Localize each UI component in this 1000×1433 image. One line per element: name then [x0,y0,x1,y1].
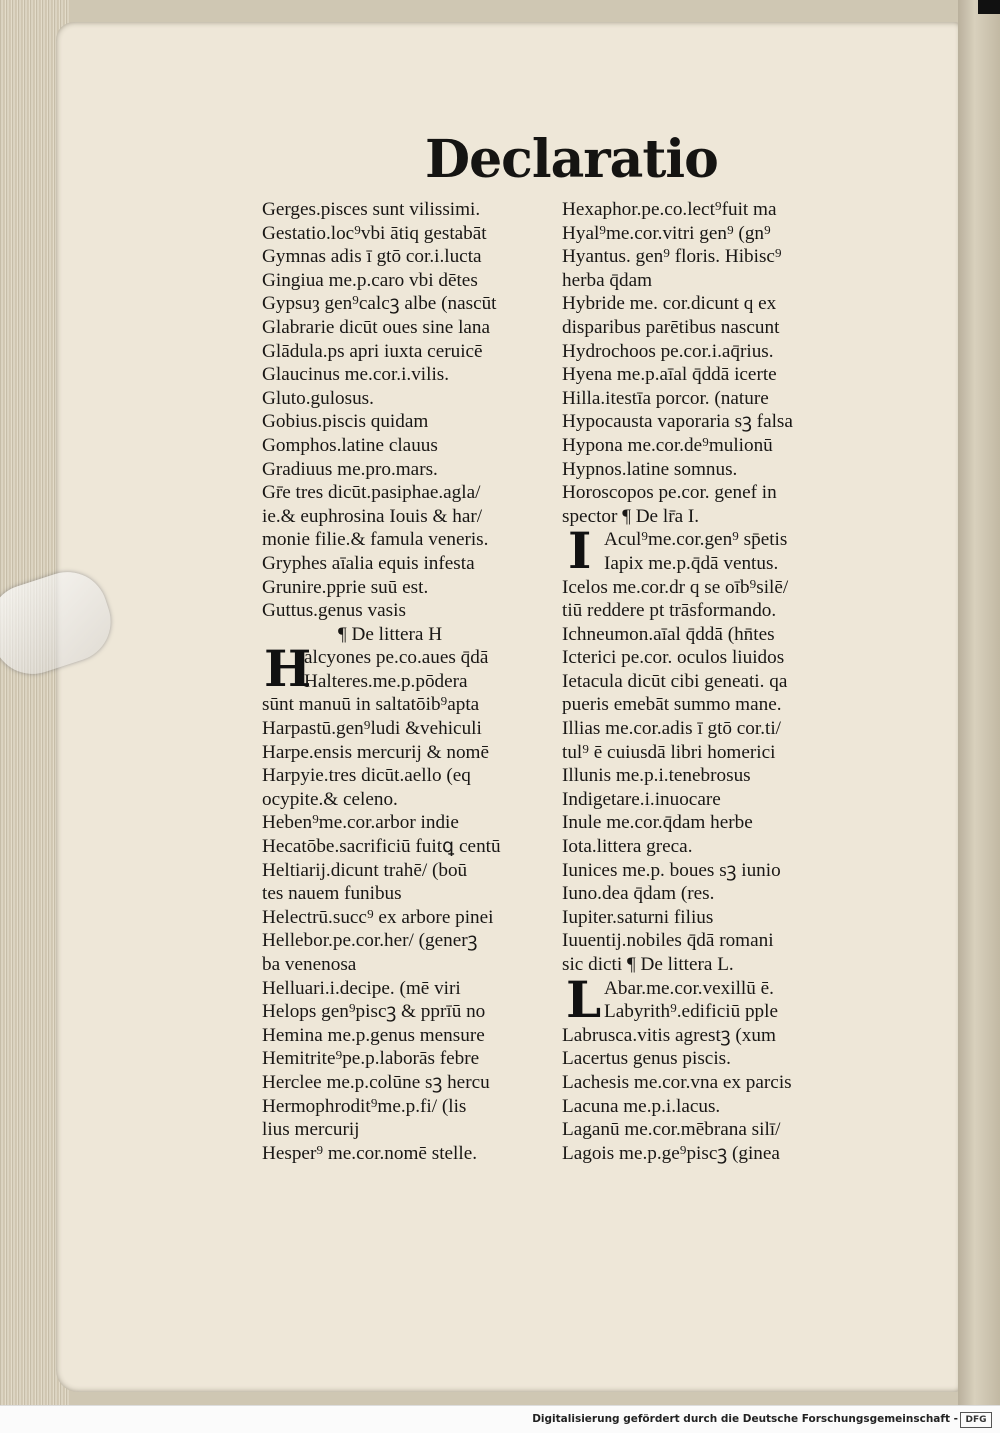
text-line: Gluto.gulosus. [262,387,374,409]
text-line: Glaucinus me.cor.i.vilis. [262,364,450,386]
text-line: Gymnas adis ī gtō cor.i.lucta [262,246,482,268]
text-line: spector ¶ De lr̄a I. [562,505,700,527]
left-column [262,198,552,1165]
initial-h: H [264,639,312,699]
right-lines-c [562,576,862,977]
dfg-logo: DFG [960,1412,992,1428]
text-line: Abar.me.cor.vexillū ē. [604,977,774,999]
text-line: Heltiarij.dicunt trahē/ (boū [262,859,468,881]
text-line: Gradiuus me.pro.mars. [262,458,438,480]
initial-l: L [566,969,602,1029]
text-line: Helluari.i.decipe. (mē viri [262,977,461,999]
text-line: Harpyie.tres dicūt.aello (eq [262,765,471,787]
text-line: Hecatōbe.sacrificiū fuitꝗ centū [262,836,501,858]
text-line: ie.& euphrosina Iouis & har/ [262,505,483,527]
text-line: Gingiua me.p.caro vbi dētes [262,269,478,291]
text-line: Gerges.pisces sunt vilissimi. [262,199,481,220]
text-line: Iuno.dea q̄dam (res. [562,883,715,905]
text-line: Herclee me.p.colūne sꝫ hercu [262,1071,490,1093]
text-line: Halteres.me.p.pōdera [304,670,468,692]
text-line: ba venenosa [262,954,357,975]
text-line: Hybride me. cor.dicunt q ex [562,293,777,315]
text-line: lius mercurij [262,1119,360,1141]
text-line: Guttus.genus vasis [262,600,406,622]
text-line: Helops gen⁹piscꝫ & pprīū no [262,1001,486,1023]
text-line: Glabrarie dicūt oues sine lana [262,316,491,338]
text-line: Horoscopos pe.cor. genef in [562,482,777,504]
text-line: Gomphos.latine clauus [262,434,438,456]
text-line: Hermophrodit⁹me.p.fi/ (lis [262,1095,467,1117]
text-line: Gryphes aīalia equis infesta [262,552,475,574]
text-line: Hyal⁹me.cor.vitri gen⁹ (gn⁹ [562,222,771,244]
page-title: Declaratio [425,129,718,190]
scan-corner [978,0,1000,14]
footer-bar [0,1405,1000,1433]
text-line: Icelos me.cor.dr q se oīb⁹silē/ [562,576,789,598]
text-line: tes nauem funibus [262,883,402,905]
text-line: Indigetare.i.inuocare [562,788,721,810]
text-line: herba q̄dam [562,269,653,291]
text-line: Hypocausta vaporaria sꝫ falsa [562,411,793,433]
text-line: Hellebor.pe.cor.her/ (generꝫ [262,930,478,952]
text-line: tiū reddere pt trāsformando. [562,600,777,622]
heading-h: ¶ De littera H [338,623,443,645]
text-line: Hilla.itestīa porcor. (nature [562,387,769,409]
text-line: Lacertus genus piscis. [562,1048,731,1070]
text-line: Lacuna me.p.i.lacus. [562,1095,721,1117]
left-lines-a [262,198,552,623]
text-line: Iupiter.saturni filius [562,906,714,928]
initial-block-i [562,521,862,581]
text-line: Gestatio.loc⁹vbi ātiq gestabāt [262,222,487,244]
text-line: Labyrith⁹.edificiū pple [604,1001,778,1023]
text-line: Gypsuȝ gen⁹calcꝫ albe (nascūt [262,293,497,315]
right-lines-e [562,1024,862,1166]
text-line: Illias me.cor.adis ī gtō cor.ti/ [562,718,782,740]
text-line: ocypite.& celeno. [262,788,398,810]
right-lines-a [562,198,862,528]
text-line: Hypona me.cor.de⁹mulionū [562,434,773,456]
text-line: Harpe.ensis mercurij & nomē [262,741,489,763]
text-line: Iota.littera greca. [562,836,693,858]
footer-credit: Digitalisierung gefördert durch die Deutsche Forschungsgemeinschaft - [532,1413,958,1425]
text-line: Laganū me.cor.mēbrana silī/ [562,1119,781,1141]
text-line: alcyones pe.co.aues q̄dā [304,647,489,669]
text-line: sūnt manuū in saltatōib⁹apta [262,694,480,716]
text-line: Illunis me.p.i.tenebrosus [562,765,751,787]
text-line: Iapix me.p.q̄dā ventus. [604,552,779,574]
text-line: Hemitrite⁹pe.p.laborās febre [262,1048,480,1070]
text-line: Hyena me.p.aīal q̄ddā icerte [562,364,777,386]
text-line: Inule me.cor.q̄dam herbe [562,812,753,834]
text-line: disparibus parētibus nascunt [562,316,780,338]
text-line: Labrusca.vitis agrestꝫ (xum [562,1024,776,1046]
right-lines-d [562,969,862,1029]
text-line: Gobius.piscis quidam [262,411,429,433]
text-line: Hydrochoos pe.cor.i.aq̄rius. [562,340,774,362]
text-line: pueris emebāt summo mane. [562,694,782,716]
text-line: monie filie.& famula veneris. [262,529,489,551]
text-line: Grunire.pprie suū est. [262,576,429,598]
text-line: Lagois me.p.ge⁹piscꝫ (ginea [562,1142,780,1164]
initial-block-h [262,639,552,699]
text-line: Gr̄e tres dicūt.pasiphae.agla/ [262,482,481,504]
text-line: Hexaphor.pe.co.lect⁹fuit ma [562,199,777,220]
left-lines-c [262,693,552,1165]
text-line: Iunices me.p. boues sꝫ iunio [562,859,781,881]
text-line: Helectrū.succ⁹ ex arbore pinei [262,906,494,928]
text-line: Hesper⁹ me.cor.nomē stelle. [262,1142,478,1164]
text-line: Ietacula dicūt cibi geneati. qa [562,670,788,692]
initial-block-l [562,969,862,1029]
text-line: Glādula.ps apri iuxta ceruicē [262,340,483,362]
text-line: sic dicti ¶ De littera L. [562,954,734,975]
text-line: Hemina me.p.genus mensure [262,1024,485,1046]
right-column [562,198,862,1165]
text-line: Hypnos.latine somnus. [562,458,738,480]
text-line: Heben⁹me.cor.arbor indie [262,812,459,834]
text-line: Iuuentij.nobiles q̄dā romani [562,930,774,952]
facing-page-edge [958,0,1000,1405]
right-lines-b [562,521,862,581]
text-line: tul⁹ ē cuiusdā libri homerici [562,741,776,763]
text-line: Icterici pe.cor. oculos liuidos [562,647,785,669]
text-line: Lachesis me.cor.vna ex parcis [562,1071,792,1093]
initial-i: I [568,521,592,581]
text-line: Acul⁹me.cor.gen⁹ sp̄etis [604,529,788,551]
text-line: Ichneumon.aīal q̄ddā (hn̄tes [562,623,775,645]
text-line: Hyantus. gen⁹ floris. Hibisc⁹ [562,246,782,268]
text-line: Harpastū.gen⁹ludi &vehiculi [262,718,482,740]
